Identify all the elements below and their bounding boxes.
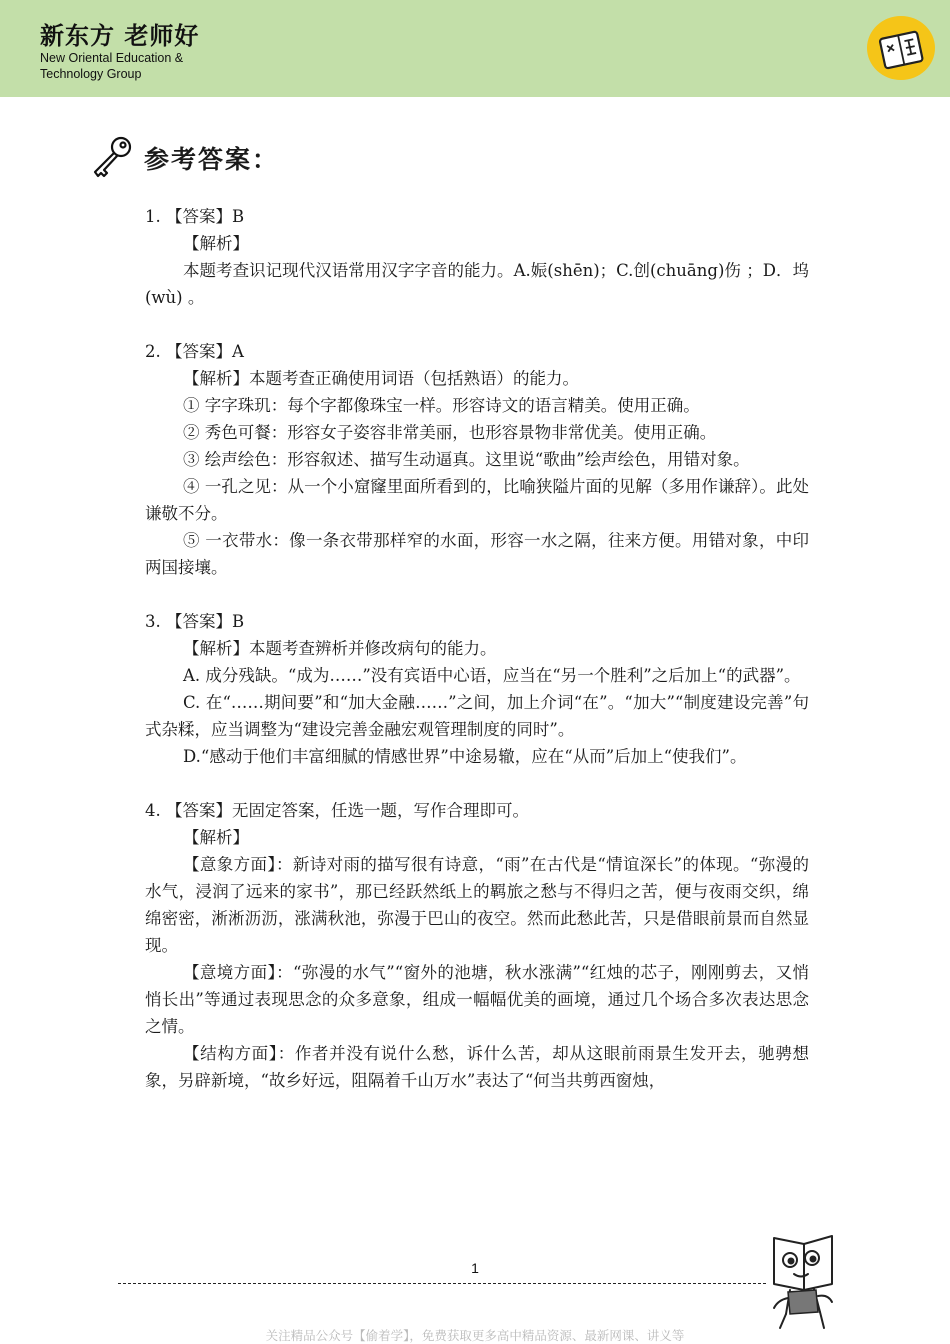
brand-name-cn: 新东方 老师好: [40, 22, 200, 50]
q2-item: ⑤ 一衣带水：像一条衣带那样窄的水面，形容一水之隔，往来方便。用错对象，中印两国接壤。: [145, 531, 809, 577]
key-icon: [90, 134, 136, 180]
q1-analysis-label: 【解析】: [183, 234, 249, 253]
section-title: 参考答案：: [144, 145, 280, 174]
q3-analysis-label: 【解析】本题考查辨析并修改病句的能力。: [183, 639, 497, 658]
q2-item: ④ 一孔之见：从一个小窟窿里面所看到的，比喻狭隘片面的见解（多用作谦辞）。此处谦敬不分。: [145, 477, 809, 523]
notebook-logo-icon: [866, 15, 936, 81]
footer-divider: [118, 1283, 766, 1284]
q2-analysis-label: 【解析】本题考查正确使用词语（包括熟语）的能力。: [183, 369, 579, 388]
q4-item: 【意象方面】：新诗对雨的描写很有诗意，“雨”在古代是“情谊深长”的体现。“弥漫的水气，浸润了远来的家书”，那已经跃然纸上的羁旅之愁与不得归之苦，便与夜雨交织，绵绵密密，淅淅沥沥，涨满秋池，弥漫于巴山的夜空。然而此愁此苦，只是借眼前景而自然显现。: [145, 855, 809, 955]
q2-item: ② 秀色可餐：形容女子姿容非常美丽，也形容景物非常优美。使用正确。: [183, 423, 717, 442]
q3-answer: 3. 【答案】B: [145, 612, 245, 631]
page-header: [0, 0, 950, 97]
q3-item: A. 成分残缺。“成为……”没有宾语中心语，应当在“另一个胜利”之后加上“的武器”。: [183, 666, 801, 685]
brand-name-en: [40, 50, 183, 82]
brand-en-line2: Technology Group: [40, 67, 142, 81]
q3-item: D.“感动于他们丰富细腻的情感世界”中途易辙，应在“从而”后加上“使我们”。: [183, 747, 747, 766]
q4-answer: 4. 【答案】无固定答案，任选一题，写作合理即可。: [145, 801, 529, 820]
q4-item: 【意境方面】：“弥漫的水气”“窗外的池塘，秋水涨满”“红烛的芯子，刚刚剪去，又悄悄长出”等通过表现思念的众多意象，组成一幅幅优美的画境，通过几个场合多次表达思念之情。: [145, 963, 809, 1036]
q4-analysis-label: 【解析】: [183, 828, 249, 847]
brand-en-line1: New Oriental Education &: [40, 51, 184, 65]
answer-content: [145, 203, 809, 1094]
q2-item: ③ 绘声绘色：形容叙述、描写生动逼真。这里说“歌曲”绘声绘色，用错对象。: [183, 450, 750, 469]
q2-answer: 2. 【答案】A: [145, 342, 244, 361]
q1-answer: 1. 【答案】B: [145, 207, 245, 226]
reading-mascot-icon: [768, 1232, 838, 1336]
footer-note: 关注精品公众号【偷着学】，免费获取更多高中精品资源、最新网课、讲义等: [265, 1328, 685, 1343]
q3-item: C. 在“……期间要”和“加大金融……”之间，加上介词“在”。“加大”“制度建设完善”句式杂糅，应当调整为“建设完善金融宏观管理制度的同时”。: [145, 693, 809, 739]
q2-item: ① 字字珠玑：每个字都像珠宝一样。形容诗文的语言精美。使用正确。: [183, 396, 700, 415]
q4-item: 【结构方面】：作者并没有说什么愁，诉什么苦，却从这眼前雨景生发开去，驰骋想象，另辟新境，“故乡好远，阻隔着千山万水”表达了“何当共剪西窗烛，: [145, 1044, 809, 1090]
q1-analysis-text: 本题考查识记现代汉语常用汉字字音的能力。A.娠(shēn)；C.创(chuāng)伤 ；D．坞 (wù) 。: [145, 261, 809, 307]
page-number: 1: [471, 1260, 479, 1276]
